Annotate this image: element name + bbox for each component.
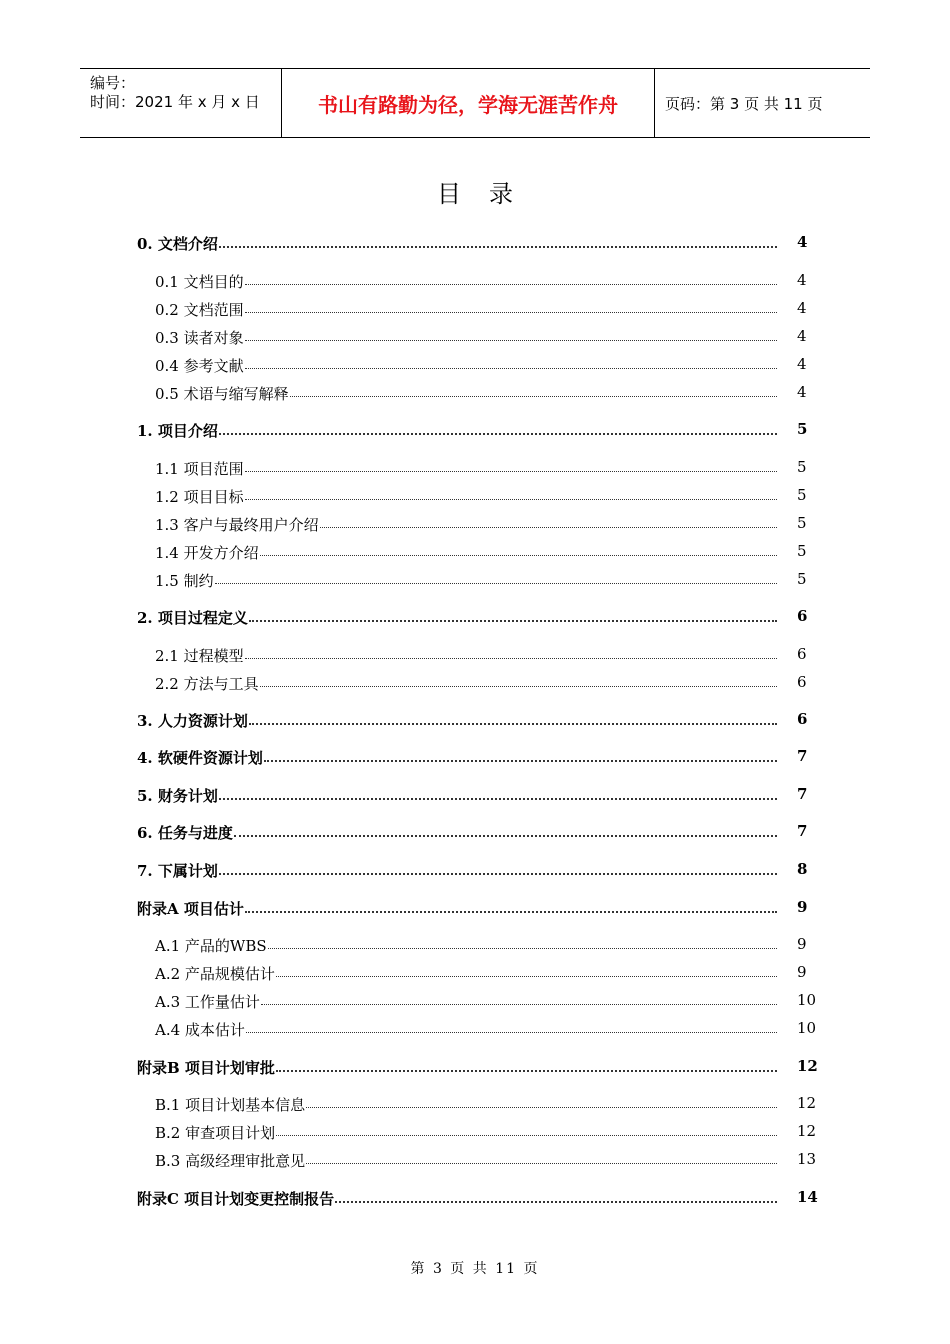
toc-entry[interactable] <box>0 420 950 442</box>
toc-entry-label: 1.5 制约 <box>155 572 214 590</box>
toc-entry-page: 7 <box>797 785 808 803</box>
toc-entry-label: 0.2 文档范围 <box>155 301 244 319</box>
toc-entry-label: 附录B 项目计划审批 <box>137 1059 275 1077</box>
toc-entry-page: 13 <box>797 1150 817 1168</box>
toc-entry-page: 5 <box>797 420 808 438</box>
toc-entry-label: A.3 工作量估计 <box>155 993 260 1011</box>
toc-entry-label: 1.4 开发方介绍 <box>155 544 259 562</box>
toc-entry-page: 4 <box>797 327 807 345</box>
toc-entry-page: 4 <box>797 271 807 289</box>
toc-entry[interactable] <box>0 233 950 255</box>
toc-dot-leader <box>246 1032 777 1033</box>
toc-entry[interactable] <box>0 486 950 508</box>
toc-entry-page: 10 <box>797 1019 817 1037</box>
toc-entry-page: 9 <box>797 898 808 916</box>
toc-entry-label: 2. 项目过程定义 <box>137 609 248 627</box>
toc-entry[interactable] <box>0 327 950 349</box>
toc-entry[interactable] <box>0 458 950 480</box>
toc-dot-leader <box>260 555 777 556</box>
toc-entry-page: 5 <box>797 458 807 476</box>
toc-entry[interactable] <box>0 963 950 985</box>
toc-entry[interactable] <box>0 822 950 844</box>
toc-entry[interactable] <box>0 935 950 957</box>
toc-entry-label: 5. 财务计划 <box>137 787 218 805</box>
toc-dot-leader <box>249 723 777 725</box>
toc-entry-page: 12 <box>797 1094 817 1112</box>
toc-entry-page: 10 <box>797 991 817 1009</box>
toc-entry-page: 7 <box>797 822 808 840</box>
toc-entry[interactable] <box>0 607 950 629</box>
toc-entry-label: 1.2 项目目标 <box>155 488 244 506</box>
toc-dot-leader <box>268 948 777 949</box>
toc-entry[interactable] <box>0 1094 950 1116</box>
toc-dot-leader <box>276 1070 777 1072</box>
toc-dot-leader <box>335 1201 777 1203</box>
toc-entry-page: 7 <box>797 747 808 765</box>
toc-entry-page: 14 <box>797 1188 818 1206</box>
toc-entry-page: 8 <box>797 860 808 878</box>
toc-entry-label: 附录A 项目估计 <box>137 900 244 918</box>
toc-entry-page: 6 <box>797 710 808 728</box>
toc-entry[interactable] <box>0 1188 950 1210</box>
toc-entry[interactable] <box>0 673 950 695</box>
toc-entry-label: 0.5 术语与缩写解释 <box>155 385 289 403</box>
toc-dot-leader <box>234 835 777 837</box>
toc-entry-label: 0.3 读者对象 <box>155 329 244 347</box>
toc-entry[interactable] <box>0 710 950 732</box>
toc-dot-leader <box>260 686 777 687</box>
toc-dot-leader <box>261 1004 777 1005</box>
toc-dot-leader <box>215 583 777 584</box>
toc-entry-label: 6. 任务与进度 <box>137 824 233 842</box>
toc-entry-page: 6 <box>797 673 807 691</box>
toc-entry[interactable] <box>0 355 950 377</box>
toc-entry-page: 12 <box>797 1057 818 1075</box>
toc-dot-leader <box>219 873 777 875</box>
toc-entry-label: B.2 审查项目计划 <box>155 1124 276 1142</box>
toc-entry[interactable] <box>0 271 950 293</box>
toc-entry-label: 0.4 参考文献 <box>155 357 244 375</box>
page-header <box>80 68 870 138</box>
toc-entry[interactable] <box>0 1057 950 1079</box>
toc-entry-label: 2.1 过程模型 <box>155 647 244 665</box>
toc-dot-leader <box>276 1135 777 1136</box>
toc-dot-leader <box>219 798 777 800</box>
toc-dot-leader <box>306 1107 777 1108</box>
toc-entry[interactable] <box>0 299 950 321</box>
toc-entry-page: 4 <box>797 299 807 317</box>
toc-entry[interactable] <box>0 991 950 1013</box>
header-motto: 书山有路勤为径，学海无涯苦作舟 <box>282 69 655 137</box>
toc-dot-leader <box>219 433 777 435</box>
toc-entry[interactable] <box>0 514 950 536</box>
toc-entry[interactable] <box>0 1019 950 1041</box>
toc-entry-label: 附录C 项目计划变更控制报告 <box>137 1190 335 1208</box>
toc-entry-label: 7. 下属计划 <box>137 862 218 880</box>
toc-entry-label: B.3 高级经理审批意见 <box>155 1152 306 1170</box>
toc-dot-leader <box>245 284 777 285</box>
toc-entry-label: A.1 产品的WBS <box>155 937 267 955</box>
toc-entry-page: 6 <box>797 645 807 663</box>
page-footer: 第 3 页 共 11 页 <box>410 1261 540 1277</box>
toc-dot-leader <box>245 312 777 313</box>
toc-dot-leader <box>276 976 777 977</box>
toc-entry-page: 12 <box>797 1122 817 1140</box>
toc-dot-leader <box>245 368 777 369</box>
toc-entry-label: 1.3 客户与最终用户介绍 <box>155 516 319 534</box>
toc-entry-page: 6 <box>797 607 808 625</box>
toc-entry[interactable] <box>0 860 950 882</box>
toc-entry[interactable] <box>0 542 950 564</box>
toc-entry-page: 5 <box>797 542 807 560</box>
toc-entry-label: 1.1 项目范围 <box>155 460 244 478</box>
toc-dot-leader <box>245 471 777 472</box>
toc-entry-page: 4 <box>797 383 807 401</box>
toc-entry-label: 4. 软硬件资源计划 <box>137 749 263 767</box>
toc-dot-leader <box>249 620 777 622</box>
toc-dot-leader <box>245 658 777 659</box>
toc-entry[interactable] <box>0 785 950 807</box>
toc-dot-leader <box>245 340 777 341</box>
toc-entry[interactable] <box>0 1122 950 1144</box>
document-number-label: 编号： <box>90 74 136 92</box>
toc-entry-page: 4 <box>797 355 807 373</box>
toc-entry-page: 5 <box>797 570 807 588</box>
toc-entry[interactable] <box>0 898 950 920</box>
toc-entry-label: 1. 项目介绍 <box>137 422 218 440</box>
toc-entry-label: 2.2 方法与工具 <box>155 675 259 693</box>
toc-entry-label: A.4 成本估计 <box>155 1021 245 1039</box>
toc-entry[interactable] <box>0 383 950 405</box>
toc-entry[interactable] <box>0 747 950 769</box>
toc-entry-page: 4 <box>797 233 808 251</box>
toc-entry-label: 0. 文档介绍 <box>137 235 218 253</box>
toc-dot-leader <box>290 396 777 397</box>
toc-entry-label: B.1 项目计划基本信息 <box>155 1096 306 1114</box>
toc-dot-leader <box>264 760 777 762</box>
header-meta-cell <box>80 69 282 137</box>
toc-entry-page: 5 <box>797 486 807 504</box>
toc-entry-page: 9 <box>797 935 807 953</box>
toc-title: 目录 <box>437 180 541 208</box>
toc-entry[interactable] <box>0 1150 950 1172</box>
toc-dot-leader <box>245 911 777 913</box>
toc-entry-page: 9 <box>797 963 807 981</box>
toc-dot-leader <box>320 527 777 528</box>
header-page-info: 页码：第 3 页 共 11 页 <box>665 94 823 113</box>
toc-dot-leader <box>306 1163 777 1164</box>
toc-entry[interactable] <box>0 645 950 667</box>
toc-dot-leader <box>219 246 777 248</box>
toc-entry-label: 3. 人力资源计划 <box>137 712 248 730</box>
toc-entry-label: A.2 产品规模估计 <box>155 965 275 983</box>
toc-entry[interactable] <box>0 570 950 592</box>
toc-dot-leader <box>245 499 777 500</box>
document-time-label: 时间：2021 年 x 月 x 日 <box>90 93 260 111</box>
toc-entry-label: 0.1 文档目的 <box>155 273 244 291</box>
toc-entry-page: 5 <box>797 514 807 532</box>
